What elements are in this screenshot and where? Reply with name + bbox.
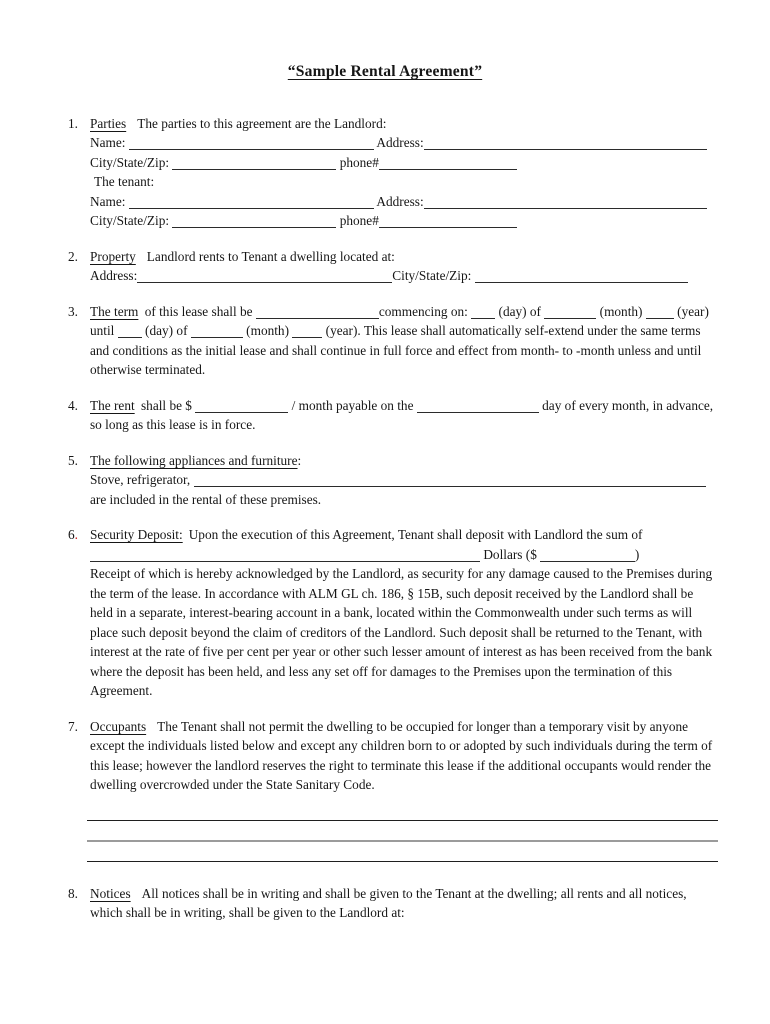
landlord-name-blank[interactable] — [129, 137, 374, 150]
section-security-deposit — [68, 525, 718, 701]
document-title: “Sample Rental Agreement” — [287, 63, 483, 80]
section-number-8: 8. — [68, 885, 78, 901]
occupants-paragraph — [90, 717, 718, 795]
notices-body-text: All notices shall be in writing and shall be given to the Tenant at the dwelling; all rents and all notices, which shall be in writing, shall be given to the Landlord at: — [90, 885, 687, 920]
landlord-address-blank[interactable] — [424, 137, 707, 150]
section-number-3: 3. — [68, 303, 78, 319]
security-heading: Security Deposit: — [90, 527, 183, 542]
property-lead-text: Landlord rents to Tenant a dwelling located at: — [146, 248, 395, 264]
section-number-6-digit: 6 — [68, 527, 75, 542]
parties-heading: Parties — [90, 115, 127, 131]
landlord-city-blank[interactable] — [172, 157, 336, 170]
property-address-label: Address: — [90, 268, 138, 283]
rent-text-1: shall be $ — [141, 397, 192, 413]
occupants-blank-line-2[interactable] — [87, 840, 718, 842]
term-text-5: (year) until — [90, 303, 709, 338]
section-number-6 — [68, 525, 90, 701]
security-dollars-label: Dollars ($ — [483, 546, 537, 562]
tenant-phone-blank[interactable] — [379, 215, 517, 228]
section-rent — [68, 396, 718, 435]
term-start-year-blank[interactable] — [646, 306, 674, 319]
section-occupants — [68, 717, 718, 862]
security-amount-row — [90, 545, 718, 565]
occupants-body-text: The Tenant shall not permit the dwelling to be occupied for longer than a temporary visit by anyone except the individuals listed below and except any children born to or adopted by such individuals during the term of this lease; however the landlord reserves the right to terminate this lease if the additional occupants would render the dwelling overcrowded under the State Sanitary Code. — [90, 718, 713, 792]
section-number-1: 1. — [68, 115, 78, 131]
property-address-row — [90, 266, 718, 286]
section-property — [68, 247, 718, 286]
property-city-blank[interactable] — [475, 270, 688, 283]
section-notices — [68, 884, 718, 923]
term-text-4: (month) — [599, 303, 643, 319]
section-number-2: 2. — [68, 248, 78, 264]
tenant-lead-line — [90, 172, 718, 192]
occupants-blank-line-3[interactable] — [87, 861, 718, 862]
appliances-heading-colon: : — [297, 452, 302, 468]
term-text-1: of this lease shall be — [144, 303, 253, 319]
tenant-name-label: Name: — [90, 193, 126, 209]
appliances-closing-text: are included in the rental of these premises. — [90, 491, 322, 507]
appliances-heading-line — [90, 451, 718, 471]
term-start-month-blank[interactable] — [544, 306, 596, 319]
term-text-3: (day) of — [498, 303, 541, 319]
section-parties-content — [90, 114, 718, 231]
section-number-5: 5. — [68, 452, 78, 468]
landlord-address-label: Address: — [376, 135, 424, 150]
appliances-list-row — [90, 470, 718, 490]
term-start-day-blank[interactable] — [471, 306, 495, 319]
rent-heading: The rent — [90, 397, 135, 413]
term-heading: The term — [90, 303, 139, 319]
tenant-city-row — [90, 211, 718, 231]
section-property-content — [90, 247, 718, 286]
security-body-paragraph: Receipt of which is hereby acknowledged by the Landlord, as security for any damage caused to the Premises during the term of the lease. In accordance with ALM GL ch. 186, § 15B, such deposit received by the Landlord shall be held in a separate, interest-bearing account in a bank, located within the Commonwealth under such terms as will place such deposit beyond the claim of creditors of the Landlord. Such deposit shall be returned to the Tenant, with interest at the rate of five per cent per year or other such lesser amount of interest as has been received from the bank where the deposit has been held, and less any set off for damages to the Premises upon the termination of this Agreement. — [90, 566, 713, 698]
property-heading: Property — [90, 248, 136, 264]
parties-lead-text: The parties to this agreement are the Landlord: — [137, 115, 387, 131]
appliances-closing-line — [90, 490, 718, 510]
appliances-list-blank[interactable] — [194, 474, 706, 487]
occupants-blank-line-1[interactable] — [87, 820, 718, 821]
term-end-month-blank[interactable] — [191, 325, 243, 338]
notices-heading: Notices — [90, 885, 131, 901]
section-number-6-red-period: . — [74, 527, 78, 542]
tenant-city-label: City/State/Zip: — [90, 213, 170, 228]
security-close-paren: ) — [634, 546, 640, 562]
security-lead-text: Upon the execution of this Agreement, Tenant shall deposit with Landlord the sum of — [188, 527, 643, 542]
tenant-phone-label: phone# — [339, 213, 379, 228]
security-amount-figure-blank[interactable] — [540, 549, 635, 562]
rent-due-day-blank[interactable] — [417, 400, 539, 413]
section-notices-content — [90, 884, 718, 923]
section-security-content — [90, 525, 718, 701]
tenant-address-blank[interactable] — [424, 196, 707, 209]
notices-paragraph — [90, 884, 718, 923]
term-duration-blank[interactable] — [256, 306, 379, 319]
security-amount-words-blank[interactable] — [90, 549, 480, 562]
term-end-year-blank[interactable] — [292, 325, 322, 338]
section-appliances-content — [90, 451, 718, 510]
landlord-city-row — [90, 153, 718, 173]
section-term-content — [90, 302, 718, 380]
term-text-6: (day) of — [145, 323, 188, 338]
rent-text-2: / month payable on the — [291, 397, 414, 413]
property-city-label: City/State/Zip: — [392, 268, 472, 283]
landlord-phone-blank[interactable] — [379, 157, 517, 170]
tenant-city-blank[interactable] — [172, 215, 336, 228]
tenant-name-row — [90, 192, 718, 212]
tenant-address-label: Address: — [376, 193, 424, 209]
tenant-name-blank[interactable] — [129, 196, 374, 209]
section-number-7: 7. — [68, 718, 78, 734]
appliances-heading: The following appliances and furniture — [90, 452, 298, 468]
landlord-city-label: City/State/Zip: — [90, 154, 170, 170]
security-lead-line — [90, 525, 718, 545]
document-body — [0, 82, 770, 923]
section-parties — [68, 114, 718, 231]
section-rent-content — [90, 396, 718, 435]
tenant-lead-text: The tenant: — [94, 174, 155, 189]
section-appliances — [68, 451, 718, 510]
landlord-name-row — [90, 133, 718, 153]
section-number-4: 4. — [68, 397, 78, 413]
term-text-8: (year). This lease shall automatically self-extend under the same terms and conditions as the initial lease and shall continue in full force and effect from month- to -month unless and until otherwise terminated. — [90, 323, 702, 377]
occupants-heading: Occupants — [90, 718, 147, 734]
rent-text-3: day of every month, in advance, so long as this lease is in force. — [90, 397, 714, 432]
section-term — [68, 302, 718, 380]
term-text-7: (month) — [246, 323, 290, 338]
term-text-2: commencing on: — [378, 303, 468, 319]
term-end-day-blank[interactable] — [118, 325, 142, 338]
appliances-list-prefix: Stove, refrigerator, — [90, 472, 191, 487]
property-lead-line — [90, 247, 718, 267]
section-occupants-content — [90, 717, 718, 862]
landlord-phone-label: phone# — [339, 154, 379, 170]
parties-lead-line — [90, 114, 718, 134]
landlord-name-label: Name: — [90, 135, 126, 150]
rent-amount-blank[interactable] — [195, 400, 288, 413]
property-address-blank[interactable] — [137, 270, 392, 283]
